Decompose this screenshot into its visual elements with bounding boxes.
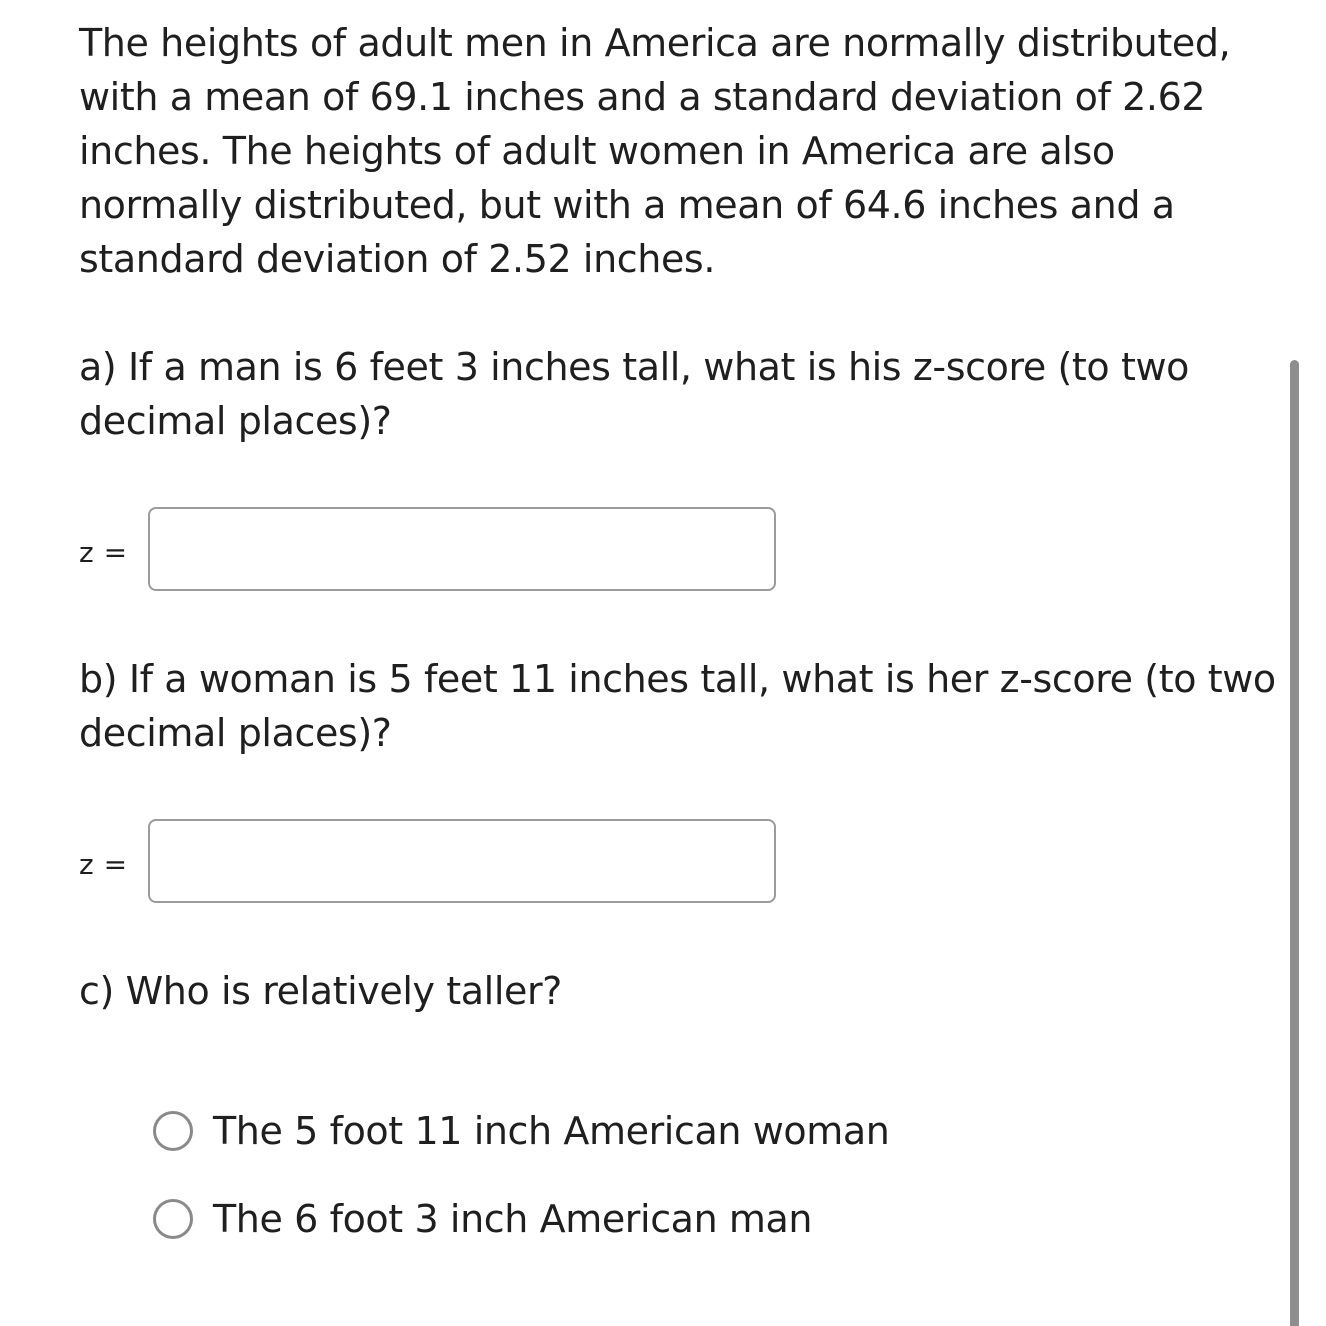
z-score-input-b[interactable] [148, 819, 776, 903]
option-label-man: The 6 foot 3 inch American man [213, 1197, 813, 1241]
radio-button-woman[interactable] [153, 1111, 193, 1151]
z-label-b: z = [79, 848, 128, 881]
option-woman[interactable] [153, 1105, 889, 1157]
question-c: c) Who is relatively taller? [79, 969, 562, 1013]
z-label-a: z = [79, 536, 128, 569]
problem-statement: The heights of adult men in America are normally distributed, with a mean of 69.1 inches and a standard deviation of 2.62 inches. The heights of adult women in America are also normally distributed, but with a mean of 64.6 inches and a standard deviation of 2.52 inches. [79, 21, 1231, 281]
question-b: b) If a woman is 5 feet 11 inches tall, what is her z-score (to two decimal places)? [79, 657, 1276, 755]
option-man[interactable] [153, 1193, 812, 1245]
option-label-woman: The 5 foot 11 inch American woman [213, 1109, 890, 1153]
radio-button-man[interactable] [153, 1199, 193, 1239]
scrollbar[interactable] [1290, 360, 1299, 1326]
z-score-input-a[interactable] [148, 507, 776, 591]
question-a: a) If a man is 6 feet 3 inches tall, what is his z-score (to two decimal places)? [79, 345, 1189, 443]
